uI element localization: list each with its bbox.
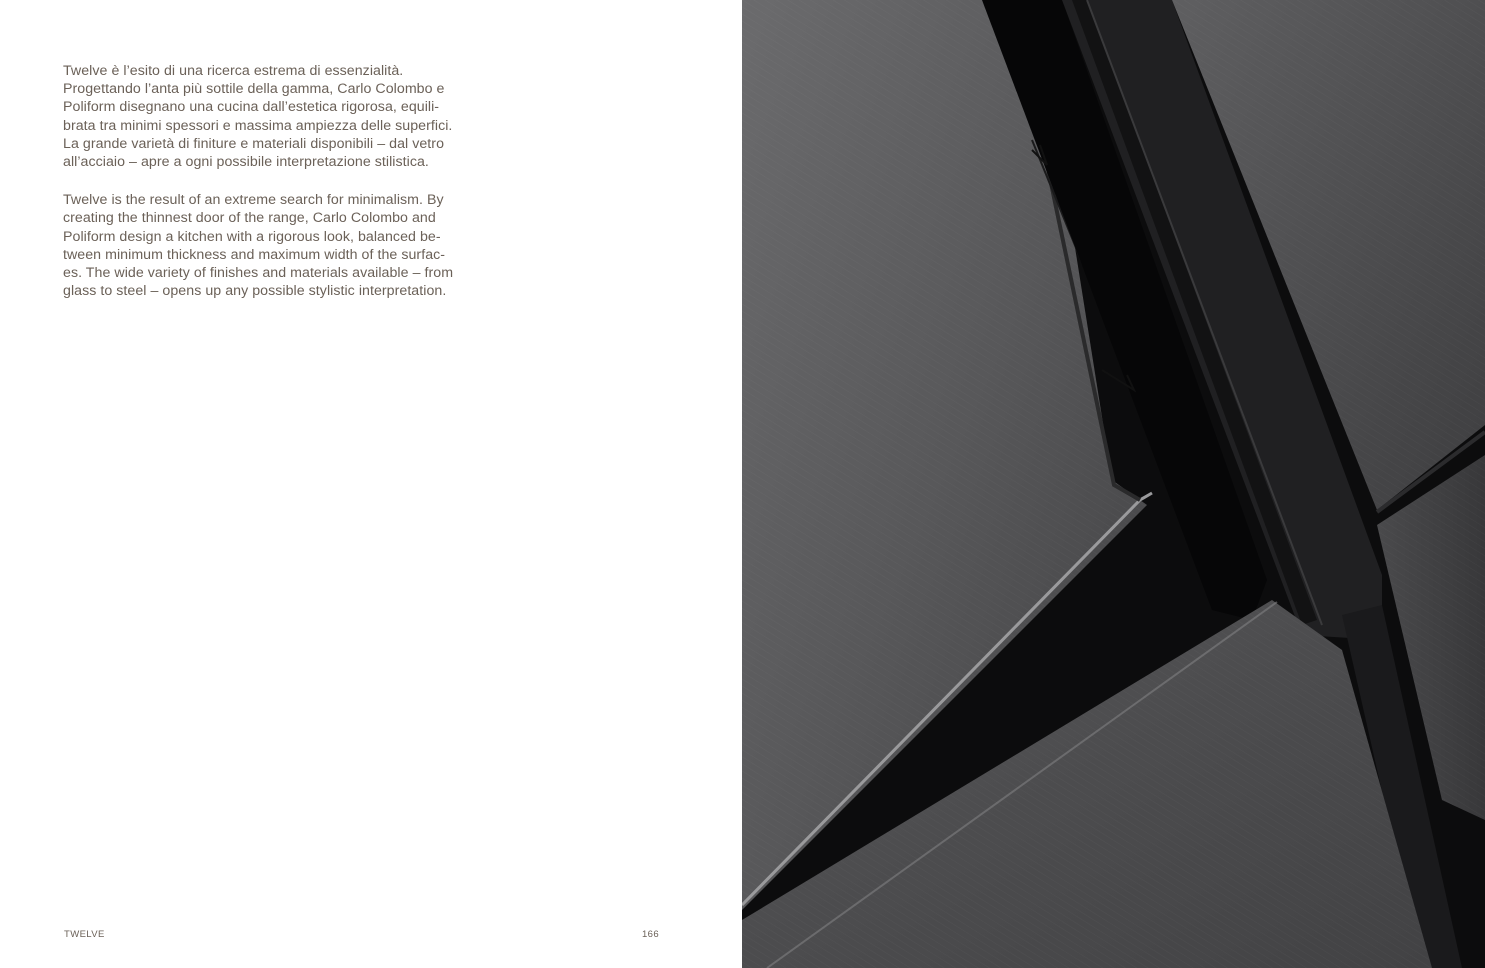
paragraph-italian: Twelve è l’esito di una ricerca estrema di essenzialità. Progettando l’anta più sottile della gamma, Carlo Colombo e Poliform disegnano una cucina dall’estetica rigorosa, equili- brata tra minimi spessori e massima ampiezza delle superfici. La grande varietà di finiture e materiali disponibili – dal vetro all’acciaio – apre a ogni possibile interpretazione stilistica.: [63, 63, 453, 171]
left-page: [0, 0, 742, 968]
kitchen-door-closeup-photo: [742, 0, 1485, 968]
body-text: [63, 62, 455, 320]
photo-illustration: [742, 0, 1485, 968]
footer-title: TWELVE: [64, 929, 105, 940]
paragraph-english: Twelve is the result of an extreme search for minimalism. By creating the thinnest door of the range, Carlo Colombo and Poliform design a kitchen with a rigorous look, balanced be- tween minimum thickness and maximum width of the surfac- es. The wide variety of finishes and materials available – from glass to steel – opens up any possible stylistic interpretation.: [63, 192, 454, 300]
page-number: 166: [642, 929, 660, 940]
